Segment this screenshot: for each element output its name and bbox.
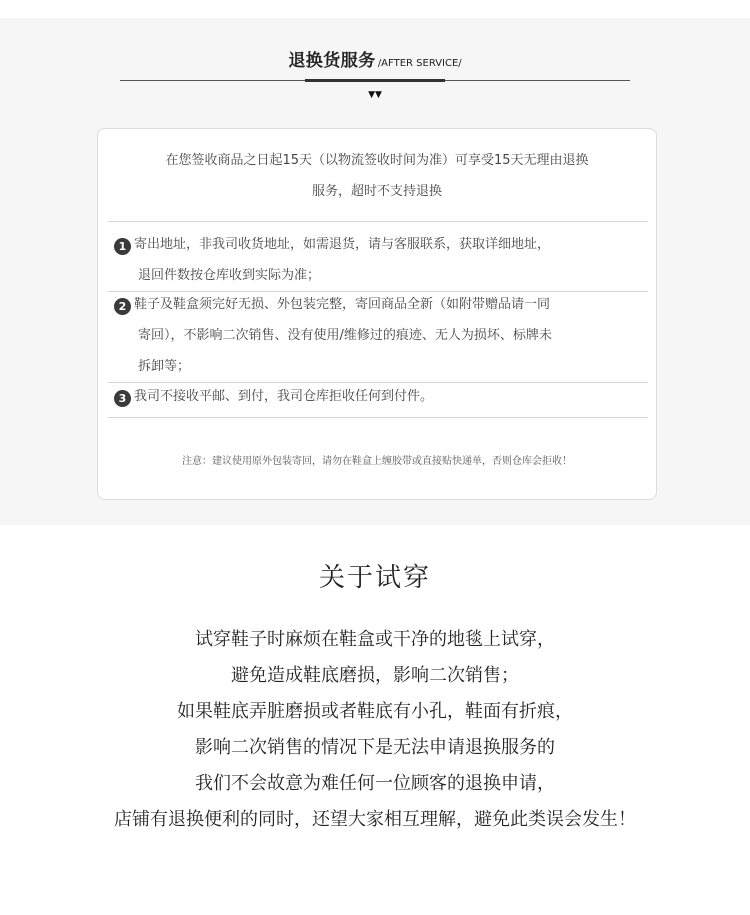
policy-card [97, 128, 657, 500]
item-text: 我司不接收平邮、到付，我司仓库拒收任何到付件。 [134, 389, 434, 404]
heading-en: /AFTER SERVICE/ [377, 58, 462, 69]
divider [108, 417, 648, 418]
try-on-line: 避免造成鞋底磨损，影响二次销售； [231, 665, 519, 686]
number-badge: 2 [114, 298, 131, 315]
policy-item-2 [114, 289, 634, 382]
try-on-line: 影响二次销售的情况下是无法申请退换服务的 [195, 737, 555, 758]
item-text: 寄回），不影响二次销售、没有使用/维修过的痕迹、无人为损坏、标牌未 [138, 328, 552, 343]
item-text: 鞋子及鞋盒须完好无损、外包装完整，寄回商品全新（如附带赠品请一同 [134, 297, 551, 312]
try-on-line: 我们不会故意为难任何一位顾客的退换申请， [195, 773, 555, 794]
try-on-text [0, 622, 750, 838]
heading-cn: 退换货服务 [288, 51, 376, 71]
section-heading [120, 46, 630, 71]
try-on-line: 如果鞋底弄脏磨损或者鞋底有小孔，鞋面有折痕， [177, 701, 573, 722]
policy-item-3 [114, 381, 634, 412]
heading-accent-bar [305, 79, 445, 82]
number-badge: 3 [114, 390, 131, 407]
try-on-line: 店铺有退换便利的同时，还望大家相互理解，避免此类误会发生！ [114, 809, 636, 830]
number-badge: 1 [114, 238, 131, 255]
item-text: 拆卸等； [138, 359, 191, 374]
top-spacer [0, 0, 750, 18]
double-chevron-down-icon: ▼▼ [368, 90, 382, 100]
divider [108, 221, 648, 222]
intro-line: 服务，超时不支持退换 [311, 184, 442, 199]
item-text: 退回件数按仓库收到实际为准； [138, 268, 321, 283]
item-text: 寄出地址，非我司收货地址，如需退货，请与客服联系，获取详细地址， [134, 237, 551, 252]
policy-intro [98, 145, 656, 207]
try-on-line: 试穿鞋子时麻烦在鞋盒或干净的地毯上试穿， [195, 629, 555, 650]
policy-note: 注意：建议使用原外包装寄回，请勿在鞋盒上缠胶带或直接贴快递单，否则仓库会拒收！ [182, 456, 572, 467]
try-on-title: 关于试穿 [318, 563, 431, 593]
intro-line: 在您签收商品之日起15天（以物流签收时间为准）可享受15天无理由退换 [165, 153, 589, 168]
policy-item-1 [114, 229, 634, 291]
